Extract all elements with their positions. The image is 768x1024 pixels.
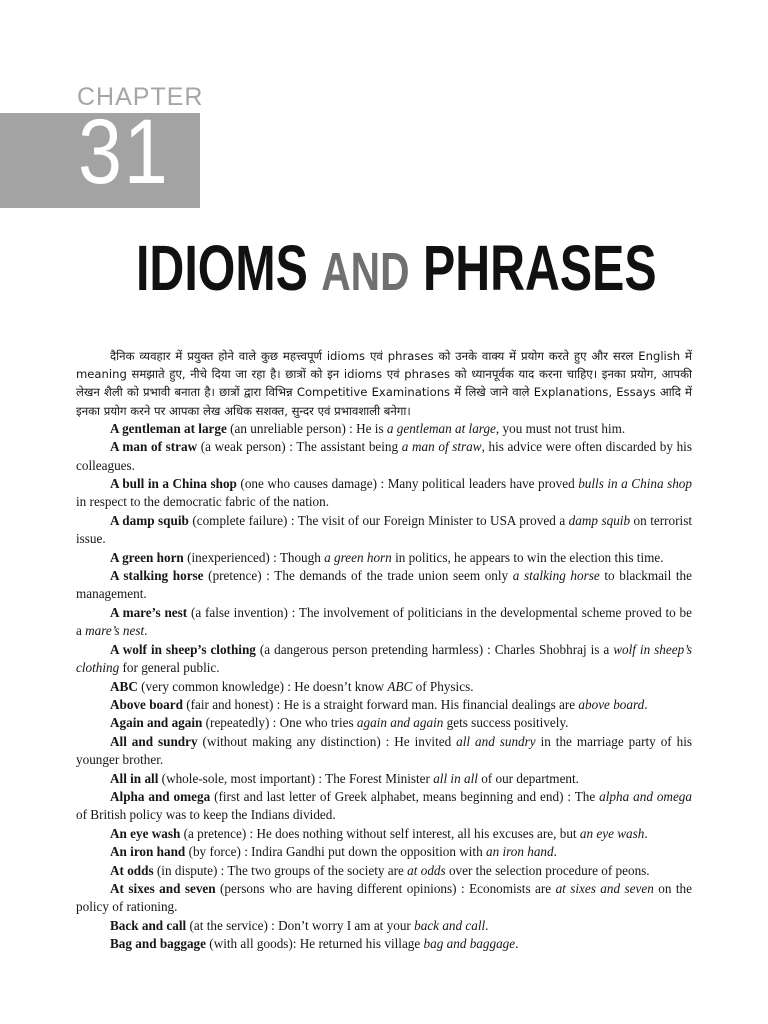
idiom-example: at odds bbox=[407, 862, 446, 878]
idiom-example: ABC bbox=[387, 678, 413, 694]
idiom-term: At odds bbox=[110, 862, 154, 878]
idiom-sentence-rest: . bbox=[644, 825, 648, 841]
idiom-example: a green horn bbox=[324, 549, 392, 565]
idiom-sentence-rest: over the selection procedure of peons. bbox=[445, 862, 650, 878]
idiom-meaning: (complete failure) : The visit of our Foreign Minister to USA proved a bbox=[188, 512, 569, 528]
idiom-sentence-rest: . bbox=[485, 917, 489, 933]
idiom-term: Above board bbox=[110, 696, 183, 712]
idiom-sentence-rest: of Physics. bbox=[412, 678, 474, 694]
idiom-example: a gentleman at large bbox=[386, 420, 496, 436]
idiom-sentence-rest: on terrorist issue. bbox=[76, 512, 692, 547]
idiom-entry bbox=[76, 475, 692, 512]
idiom-sentence-rest: for general public. bbox=[119, 660, 220, 676]
idiom-sentence-rest: in respect to the democratic fabric of the nation. bbox=[76, 494, 330, 510]
idiom-term: An eye wash bbox=[110, 825, 181, 841]
idiom-example: bag and baggage bbox=[423, 936, 516, 952]
idiom-term: A stalking horse bbox=[110, 568, 204, 584]
idiom-meaning: (a false invention) : The involvement of politicians in the developmental scheme proved to be a bbox=[76, 604, 692, 639]
idiom-meaning: (with all goods): He returned his village bbox=[206, 936, 424, 952]
chapter-label: CHAPTER bbox=[77, 83, 204, 111]
idiom-meaning: (by force) : Indira Gandhi put down the opposition with bbox=[185, 844, 486, 860]
idiom-entry bbox=[76, 788, 692, 825]
idiom-entry bbox=[76, 714, 692, 732]
idiom-meaning: (at the service) : Don’t worry I am at your bbox=[186, 917, 415, 933]
idiom-example: mare’s nest bbox=[85, 623, 145, 639]
idiom-example: a stalking horse bbox=[512, 568, 600, 584]
idiom-meaning: (first and last letter of Greek alphabet, means beginning and end) : The bbox=[210, 788, 600, 804]
idiom-sentence-rest: . bbox=[644, 696, 648, 712]
idiom-entry bbox=[76, 512, 692, 549]
idiom-example: again and again bbox=[356, 715, 444, 731]
page-body bbox=[76, 347, 692, 954]
title-word-idioms: IDIOMS bbox=[136, 232, 308, 304]
idiom-meaning: (very common knowledge) : He doesn’t know bbox=[137, 678, 388, 694]
idiom-term: A green horn bbox=[110, 549, 184, 565]
idiom-term: An iron hand bbox=[110, 844, 186, 860]
idiom-term: All in all bbox=[110, 770, 159, 786]
idiom-term: All and sundry bbox=[110, 733, 198, 749]
idiom-entry bbox=[76, 420, 692, 438]
idiom-sentence-rest: of our department. bbox=[477, 770, 579, 786]
idiom-entry bbox=[76, 696, 692, 714]
idiom-term: A damp squib bbox=[110, 512, 189, 528]
idiom-sentence-rest: in the marriage party of his younger brother. bbox=[76, 733, 693, 768]
idiom-sentence-rest: , you must not trust him. bbox=[495, 420, 626, 436]
idiom-entry bbox=[76, 862, 692, 880]
idiom-sentence-rest: of British policy was to keep the Indians divided. bbox=[76, 807, 336, 823]
idiom-sentence-rest: on the policy of rationing. bbox=[76, 880, 692, 915]
title-word-phrases: PHRASES bbox=[422, 232, 657, 304]
idiom-meaning: (fair and honest) : He is a straight forward man. His financial dealings are bbox=[182, 696, 579, 712]
idiom-term: A bull in a China shop bbox=[110, 476, 237, 492]
idiom-meaning: (persons who are having different opinions) : Economists are bbox=[215, 880, 556, 896]
idiom-sentence-rest: . bbox=[144, 623, 148, 639]
idiom-example: all in all bbox=[433, 770, 478, 786]
idiom-meaning: (an unreliable person) : He is bbox=[226, 420, 387, 436]
idiom-term: ABC bbox=[110, 678, 138, 694]
idiom-sentence-rest: to blackmail the management. bbox=[76, 568, 692, 602]
idiom-example: a man of straw bbox=[401, 439, 482, 455]
idiom-term: A gentleman at large bbox=[110, 420, 227, 436]
idiom-sentence-rest: . bbox=[515, 936, 519, 952]
idiom-sentence-rest: gets success positively. bbox=[443, 715, 569, 731]
idiom-meaning: (a dangerous person pretending harmless) : Charles Shobhraj is a bbox=[255, 641, 614, 657]
idiom-example: alpha and omega bbox=[599, 788, 692, 804]
idiom-entry bbox=[76, 880, 692, 917]
idiom-meaning: (one who causes damage) : Many political leaders have proved bbox=[236, 476, 579, 492]
idiom-entry bbox=[76, 935, 692, 953]
idiom-entry bbox=[76, 549, 692, 567]
idiom-example: damp squib bbox=[568, 512, 631, 528]
idiom-meaning: (in dispute) : The two groups of the society are bbox=[153, 862, 408, 878]
idiom-example: bulls in a China shop bbox=[578, 476, 692, 492]
idiom-entry bbox=[76, 604, 692, 641]
idiom-term: Again and again bbox=[110, 715, 203, 731]
idiom-term: A mare’s nest bbox=[110, 604, 188, 620]
idiom-example: all and sundry bbox=[456, 733, 536, 749]
idiom-meaning: (inexperienced) : Though bbox=[183, 549, 325, 565]
idiom-term: Back and call bbox=[110, 917, 187, 933]
idiom-list bbox=[76, 420, 692, 954]
idiom-meaning: (repeatedly) : One who tries bbox=[202, 715, 357, 731]
idiom-entry bbox=[76, 825, 692, 843]
idiom-term: At sixes and seven bbox=[110, 880, 216, 896]
idiom-meaning: (whole-sole, most important) : The Forest Minister bbox=[158, 770, 434, 786]
intro-paragraph: दैनिक व्यवहार में प्रयुक्त होने वाले कुछ महत्त्वपूर्ण idioms एवं phrases को उनके वाक्य में प्रयोग करते हुए और सरल English में meaning समझाते हुए, नीचे दिया जा रहा है। छात्रों को इन idioms एवं phrases को ध्यानपूर्वक याद करना चाहिए। इनका प्रयोग, आपकी लेखन शैली को प्रभावी बनाता है। छात्रों द्वारा विभिन्न Competitive Examinations में लिखे जाने वाले Explanations, Essays आदि में इनका प्रयोग करने पर आपका लेख अधिक सशक्त, सुन्दर एवं प्रभावशाली बनेगा। bbox=[76, 349, 692, 418]
idiom-example: at sixes and seven bbox=[555, 880, 654, 896]
idiom-entry bbox=[76, 917, 692, 935]
idiom-sentence-rest: , his advice were often discarded by his colleagues. bbox=[76, 439, 692, 473]
idiom-entry bbox=[76, 770, 692, 788]
idiom-term: A wolf in sheep’s clothing bbox=[110, 641, 256, 657]
idiom-meaning: (without making any distinction) : He invited bbox=[197, 733, 457, 749]
idiom-entry bbox=[76, 678, 692, 696]
page-title bbox=[136, 232, 657, 304]
idiom-example: back and call bbox=[414, 917, 486, 933]
idiom-example: above board bbox=[578, 696, 645, 712]
idiom-entry bbox=[76, 733, 692, 770]
idiom-meaning: (pretence) : The demands of the trade union seem only bbox=[203, 568, 513, 584]
idiom-entry bbox=[76, 641, 692, 678]
title-word-and: AND bbox=[321, 242, 410, 302]
idiom-entry bbox=[76, 438, 692, 475]
idiom-sentence-rest: . bbox=[553, 844, 557, 860]
idiom-term: Alpha and omega bbox=[110, 788, 211, 804]
idiom-term: Bag and baggage bbox=[110, 936, 206, 952]
chapter-number: 31 bbox=[78, 101, 170, 203]
idiom-entry bbox=[76, 567, 692, 604]
idiom-example: an eye wash bbox=[579, 825, 645, 841]
idiom-entry bbox=[76, 843, 692, 861]
idiom-example: an iron hand bbox=[485, 844, 554, 860]
idiom-example: wolf in sheep’s clothing bbox=[76, 641, 693, 676]
idiom-term: A man of straw bbox=[110, 439, 198, 455]
idiom-meaning: (a pretence) : He does nothing without self interest, all his excuses are, but bbox=[180, 825, 580, 841]
idiom-sentence-rest: in politics, he appears to win the election this time. bbox=[391, 549, 664, 565]
idiom-meaning: (a weak person) : The assistant being bbox=[197, 439, 402, 455]
